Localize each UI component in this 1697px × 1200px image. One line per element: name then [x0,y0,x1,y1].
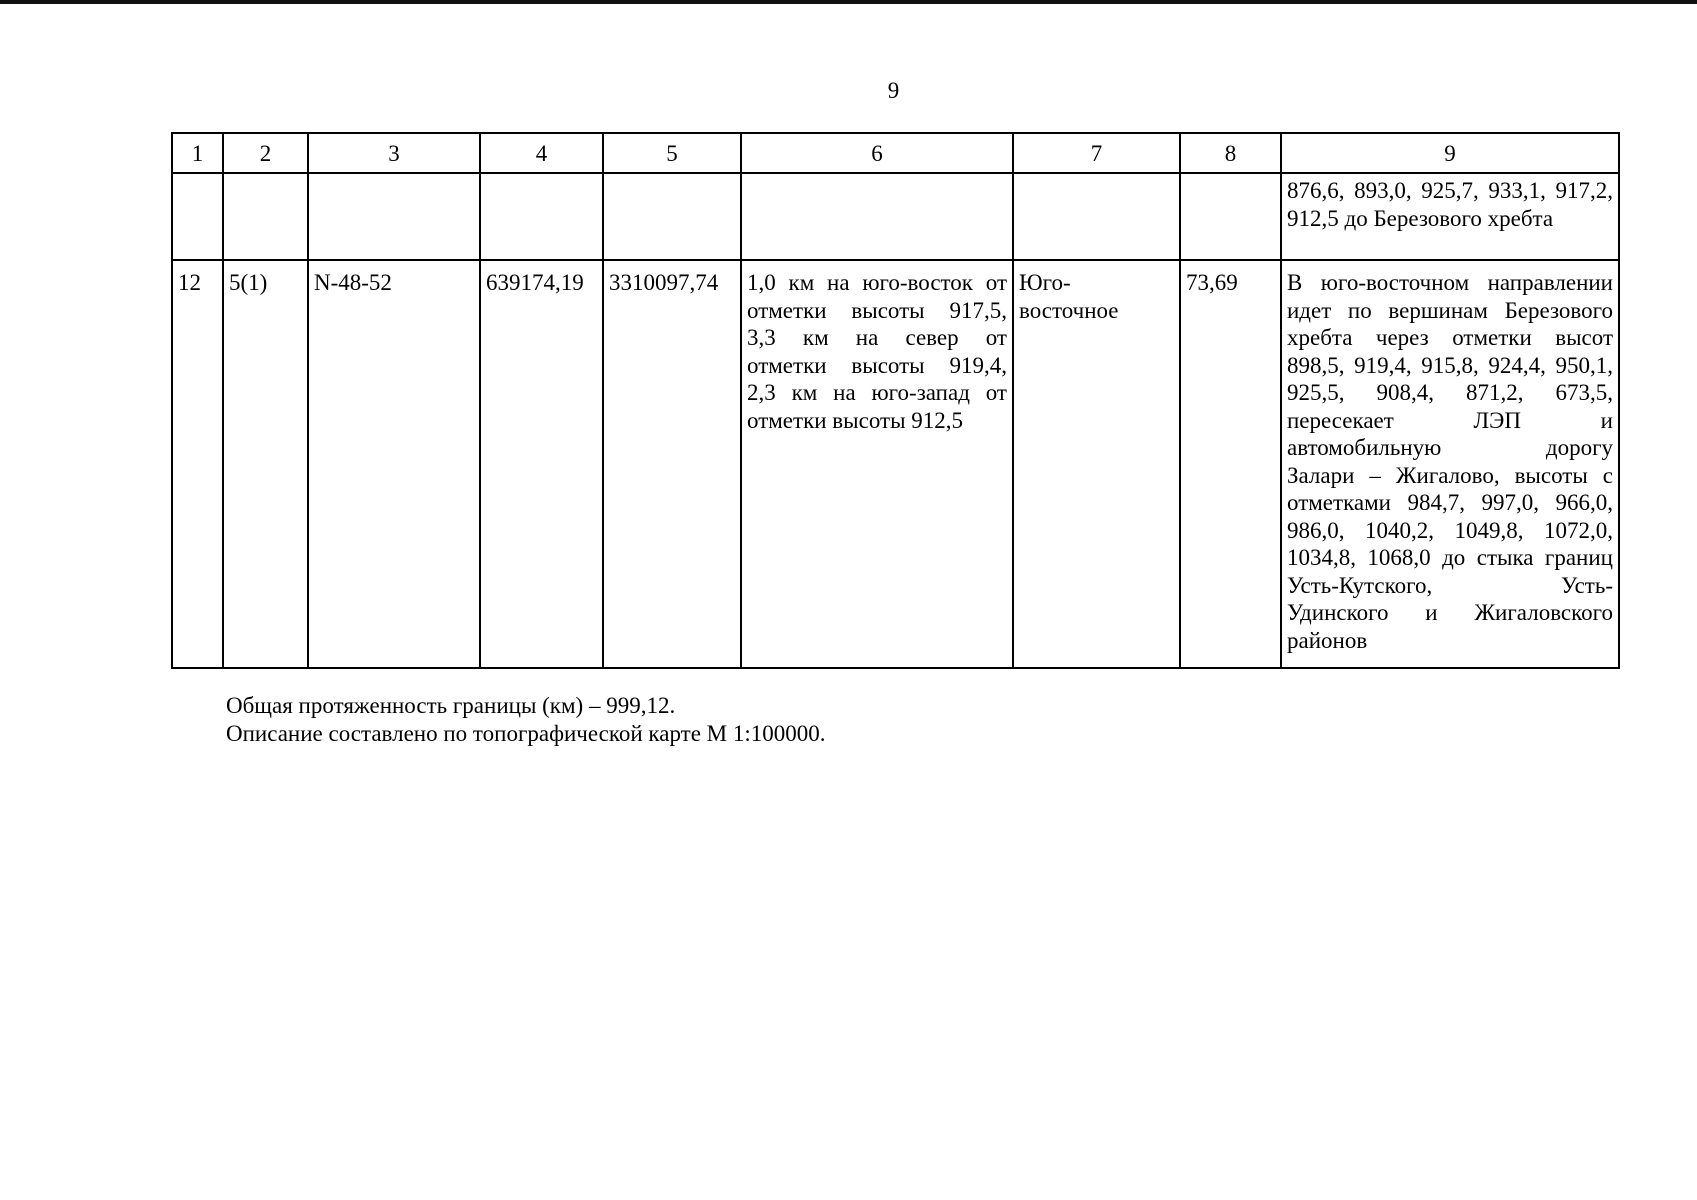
direction-cell [1013,260,1180,668]
description-line: идет по вершинам Березового [1287,297,1613,323]
column-header: 6 [741,133,1013,173]
column-header: 1 [172,133,223,173]
location-line: 2,3 км на юго-запад от [747,380,1007,405]
description-line: 1034,8, 1068,0 до стыка границ [1287,545,1613,570]
table-row-continuation [172,173,1619,260]
description-line: В юго-восточном направлении [1287,270,1613,295]
column-header: 5 [603,133,741,173]
location-line: отметки высоты 917,5, [747,297,1007,323]
empty-cell [741,173,1013,260]
column-header: 2 [223,133,308,173]
description-cell [1281,260,1619,668]
empty-cell [223,173,308,260]
y-coordinate-cell: 3310097,74 [603,260,741,668]
map-sheet-cell: N-48-52 [308,260,480,668]
location-cell [741,260,1013,668]
page-number: 9 [887,78,900,103]
empty-cell [603,173,741,260]
column-header: 3 [308,133,480,173]
column-header: 4 [480,133,603,173]
length-cell: 73,69 [1180,260,1281,668]
column-header: 7 [1013,133,1180,173]
location-line: 1,0 км на юго-восток от [747,270,1007,295]
total-length-note: Общая протяженность границы (км) – 999,12. [226,693,676,718]
footer-notes [226,692,826,748]
empty-cell [308,173,480,260]
scan-top-border [0,0,1697,4]
description-line: автомобильную дорогу [1287,435,1613,460]
empty-cell [1013,173,1180,260]
point-cell: 5(1) [223,260,308,668]
direction-line: Юго- [1019,270,1071,295]
empty-cell [172,173,223,260]
row-number-cell: 12 [172,260,223,668]
location-line: отметки высоты 912,5 [747,407,964,433]
description-line: Удинского и Жигаловского [1287,600,1613,625]
description-line: районов [1287,627,1368,653]
empty-cell [1180,173,1281,260]
column-header: 8 [1180,133,1281,173]
boundary-description-table [171,132,1620,669]
location-line: отметки высоты 919,4, [747,352,1007,378]
x-coordinate-cell: 639174,19 [480,260,603,668]
source-map-note: Описание составлено по топографической карте М 1:100000. [226,721,826,746]
direction-line: восточное [1019,297,1119,323]
description-line: 925,5, 908,4, 871,2, 673,5, [1287,380,1613,405]
description-line: Залари – Жигалово, высоты с [1287,462,1613,488]
description-line: 912,5 до Березового хребта [1287,205,1554,231]
description-line: хребта через отметки высот [1287,325,1613,350]
description-line: пересекает ЛЭП и [1287,407,1613,433]
column-header: 9 [1281,133,1619,173]
location-line: 3,3 км на север от [747,325,1007,350]
table-header-row [172,133,1619,173]
description-line: 898,5, 919,4, 915,8, 924,4, 950,1, [1287,352,1613,378]
description-line: 986,0, 1040,2, 1049,8, 1072,0, [1287,517,1613,543]
continued-description-cell [1281,173,1619,260]
empty-cell [480,173,603,260]
description-line: Усть-Кутского, Усть- [1287,572,1613,598]
table-row [172,260,1619,668]
description-line: отметками 984,7, 997,0, 966,0, [1287,490,1613,515]
description-line: 876,6, 893,0, 925,7, 933,1, 917,2, [1287,178,1613,203]
